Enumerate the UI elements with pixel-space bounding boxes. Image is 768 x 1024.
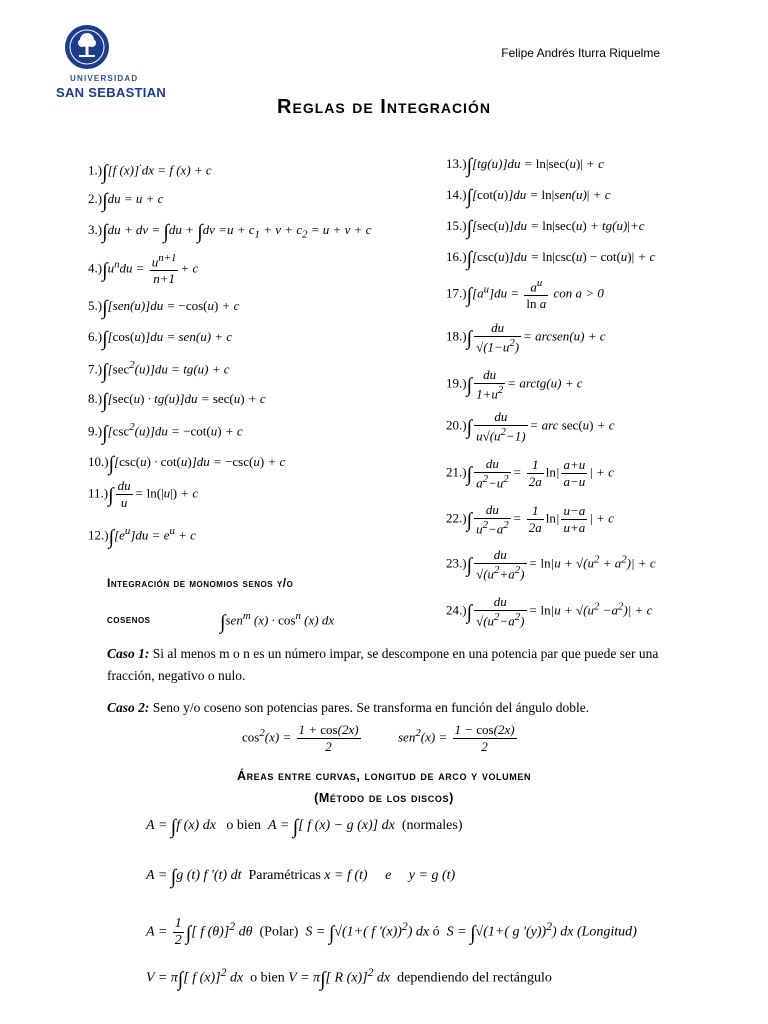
rule-12: $12.)\int[e^u]du = e^u + c$ xyxy=(88,525,196,549)
rule-8: 8.)∫[sec(u) · tg(u)]du = sec(u) + c xyxy=(88,390,266,412)
university-seal-icon xyxy=(64,24,110,70)
caso-2-text: Seno y/o coseno son potencias pares. Se transforma en función del ángulo doble. xyxy=(149,700,590,715)
author-name: Felipe Andrés Iturra Riquelme xyxy=(501,46,660,60)
rule-23: 23.)∫ $\frac{du}{√(u^2+a^2)}$ = $\ln|u + √(u^2 + a^2)| + c$ xyxy=(446,547,656,582)
caso-2-label: Caso 2: xyxy=(107,700,150,715)
area-formula-line3: A = $\frac{1}{2}$ ∫[ f (θ)]$^2$ dθ (Polar) S = ∫√(1+( f '(x))$^2$) dx ó S = ∫√(1+( g '(y))$^2$) dx (Longitud) xyxy=(146,916,637,948)
page-title: Reglas de Integración xyxy=(277,96,491,118)
areas-heading-line2: (Método de los discos) xyxy=(314,791,454,805)
rule-2: 2.)∫du = u + c xyxy=(88,190,164,212)
area-formula-line2: A = ∫g (t) f '(t) dt Paramétricas x = f (t) e y = g (t) xyxy=(146,866,456,888)
rule-13: 13.)∫[tg(u)]du = ln|sec(u)| + c xyxy=(446,155,604,177)
rule-1: 1.)∫[f (x)]·dx = f (x) + c xyxy=(88,160,212,184)
rule-11: 11.)∫ $\frac{du}{u}$ = ln(|u|) + c xyxy=(88,478,199,510)
monomios-formula: ∫sen$^m$ $(x) \cdot \cos^n (x)$ dx xyxy=(220,610,335,634)
university-name-line2: SAN SEBASTIAN xyxy=(56,85,167,100)
caso-1-label: Caso 1: xyxy=(107,646,150,661)
rule-4: $4.)\int u^ndu$ = $\frac{u^{n+1}}{n+1}$ + c xyxy=(88,252,199,287)
monomios-heading-line1: Integración de monomios senos y/o xyxy=(107,576,294,590)
rule-3: 3.)∫du + dv = $\int du + \int dv =u + c_1 + v + c_2 = u + v + c$ xyxy=(88,221,372,243)
rule-18: 18.)∫ $\frac{du}{√(1-u^2)}$ = arcsen(u) + c xyxy=(446,320,606,355)
rule-21: 21.)∫ $\frac{du}{a^2-u^2}$ = $\frac{1}{2a}$ ln| $\frac{a+u}{a-u}$ | + c xyxy=(446,456,614,491)
rule-14: 14.)∫[cot(u)]du = ln|sen(u)| + c xyxy=(446,186,611,208)
sen2-identity: sen$^2$(x) = $\frac{1 - \cos(2x)}{2}$ xyxy=(398,722,515,754)
rule-17: $17.)\int[a^u]du$ = $\frac{a^u}{\text{ln a}}$ con a > 0 xyxy=(446,277,604,312)
rule-10: 10.)∫[csc(u) · cot(u)]du = −csc(u) + c xyxy=(88,453,286,475)
university-logo xyxy=(56,24,167,106)
rule-20: 20.)∫ $\frac{du}{u√(u^2-1)}$ = arc sec(u) + c xyxy=(446,409,615,444)
caso-1 xyxy=(107,643,667,687)
rule-6: 6.)∫[cos(u)]du = sen(u) + c xyxy=(88,328,233,350)
volume-formula-line4: V = π∫[ f (x)]$^2$ dx o bien V = π∫[ R (x)]$^2$ dx dependiendo del rectángulo xyxy=(146,966,552,991)
caso-1-text: Si al menos m o n es un número impar, se descompone en una potencia par que puede ser una fracción, negativo o nulo. xyxy=(107,646,659,683)
caso-2 xyxy=(107,697,667,719)
rule-22: 22.)∫ $\frac{du}{u^2-a^2}$ = $\frac{1}{2a}$ ln| $\frac{u-a}{u+a}$ | + c xyxy=(446,502,614,537)
university-name-line1: UNIVERSIDAD xyxy=(70,74,139,83)
rule-5: 5.)∫[sen(u)]du = −cos(u) + c xyxy=(88,297,240,319)
areas-heading-line1: Áreas entre curvas, longitud de arco y volumen xyxy=(236,769,532,783)
rule-16: 16.)∫[csc(u)]du = ln|csc(u) − cot(u)| + c xyxy=(446,248,656,270)
rule-15: 15.)∫[sec(u)]du = ln|sec(u) + tg(u)|+c xyxy=(446,217,645,239)
rule-19: 19.)∫ $\frac{du}{1+u^2}$ = arctg(u) + c xyxy=(446,367,583,402)
rule-9: $9.)\int[\csc^2(u)]du = -\cot(u) + c$ xyxy=(88,421,243,445)
area-formula-line1: A = ∫f (x) dx o bien A = ∫[ f (x) − g (x)] dx (normales) xyxy=(146,816,463,838)
rule-7: $7.)\int[\sec^2(u)]du = tg(u) + c$ xyxy=(88,359,230,383)
rule-24: 24.)∫ $\frac{du}{√(u^2-a^2)}$ = $\ln|u + √(u^2 -a^2)| + c$ xyxy=(446,594,653,629)
monomios-heading-line2: cosenos xyxy=(107,612,151,626)
cos2-identity: $\cos^2(x)$ = $\frac{1 + \cos(2x)}{2}$ xyxy=(242,722,359,754)
